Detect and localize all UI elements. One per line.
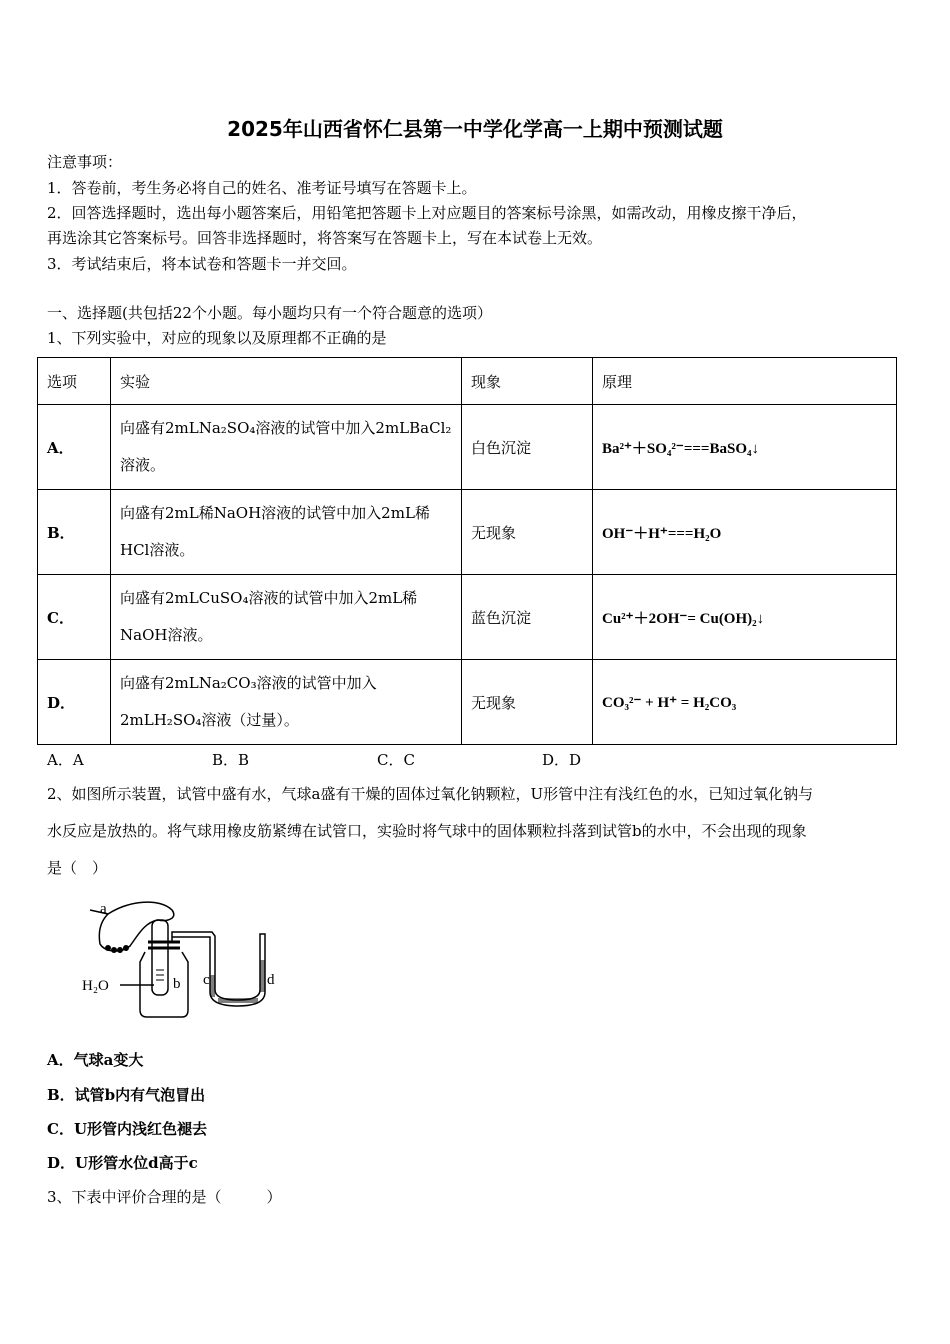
label-d: d xyxy=(267,972,275,988)
principle-cell: CO₃²⁻ + H⁺ = H₂CO₃ xyxy=(593,660,897,745)
answer-choice-c: C．C xyxy=(377,751,415,769)
principle-cell: OH⁻＋H⁺===H₂O xyxy=(593,490,897,575)
answer-choice-b: B．B xyxy=(212,751,250,769)
question-2-line: 水反应是放热的。将气球用橡皮筋紧缚在试管口，实验时将气球中的固体颗粒抖落到试管b的水中，不会出现的现象 xyxy=(47,822,807,840)
experiment-cell xyxy=(111,405,462,490)
experiment-cell xyxy=(111,490,462,575)
header-principle: 原理 xyxy=(593,358,897,405)
experiment-line: HCl溶液。 xyxy=(120,541,195,559)
u-tube xyxy=(172,932,265,1006)
header-experiment: 实验 xyxy=(111,358,462,405)
phenomenon-cell: 无现象 xyxy=(462,660,593,745)
experiment-cell xyxy=(111,660,462,745)
experiment-line: NaOH溶液。 xyxy=(120,626,213,644)
experiment-line: 向盛有2mL稀NaOH溶液的试管中加入2mL稀 xyxy=(120,504,430,522)
notice-line: 再选涂其它答案标号。回答非选择题时，将答案写在答题卡上，写在本试卷上无效。 xyxy=(47,229,603,247)
table-row xyxy=(38,575,897,660)
option-cell: B． xyxy=(38,490,111,575)
notice-line: 2．回答选择题时，选出每小题答案后，用铅笔把答题卡上对应题目的答案标号涂黑，如需改动，用橡皮擦干净后， xyxy=(47,204,807,222)
question-2-option: C．U形管内浅红色褪去 xyxy=(47,1120,208,1138)
question-2-option: D．U形管水位d高于c xyxy=(47,1154,198,1172)
answer-choice-d: D．D xyxy=(542,751,582,769)
table-row xyxy=(38,405,897,490)
notice-line: 3．考试结束后，将本试卷和答题卡一并交回。 xyxy=(47,255,357,273)
header-option: 选项 xyxy=(38,358,111,405)
table-row xyxy=(38,490,897,575)
experiment-line: 溶液。 xyxy=(120,456,166,474)
experiment-cell xyxy=(111,575,462,660)
experiment-line: 向盛有2mLNa₂SO₄溶液的试管中加入2mLBaCl₂ xyxy=(120,419,452,437)
principle-cell: Cu²⁺＋2OH⁻= Cu(OH)₂↓ xyxy=(593,575,897,660)
option-cell: C． xyxy=(38,575,111,660)
balloon-a xyxy=(99,902,174,951)
label-b: b xyxy=(173,976,181,992)
option-cell: A． xyxy=(38,405,111,490)
principle-cell: Ba²⁺＋SO₄²⁻===BaSO₄↓ xyxy=(593,405,897,490)
question-2-option: A．气球a变大 xyxy=(47,1051,144,1069)
question-1-stem: 1、下列实验中，对应的现象以及原理都不正确的是 xyxy=(47,329,387,347)
header-phenomenon: 现象 xyxy=(462,358,593,405)
phenomenon-cell: 蓝色沉淀 xyxy=(462,575,593,660)
phenomenon-cell: 白色沉淀 xyxy=(462,405,593,490)
question-2-line: 是（ ） xyxy=(47,859,108,877)
notice-line: 1．答卷前，考生务必将自己的姓名、准考证号填写在答题卡上。 xyxy=(47,179,477,197)
question-2-option: B．试管b内有气泡冒出 xyxy=(47,1086,206,1104)
question-1-table xyxy=(37,357,897,745)
section-heading: 一、选择题(共包括22个小题。每小题均只有一个符合题意的选项） xyxy=(47,304,492,322)
label-a: a xyxy=(100,901,107,917)
table-row xyxy=(38,660,897,745)
label-water: H₂O xyxy=(82,978,109,994)
table-header-row xyxy=(38,358,897,405)
experiment-line: 向盛有2mLNa₂CO₃溶液的试管中加入 xyxy=(120,674,377,692)
label-c: c xyxy=(203,972,210,988)
page-title: 2025年山西省怀仁县第一中学化学高一上期中预测试题 xyxy=(227,117,723,141)
question-2-line: 2、如图所示装置，试管中盛有水，气球a盛有干燥的固体过氧化钠颗粒，U形管中注有浅红色的水，已知过氧化钠与 xyxy=(47,785,814,803)
option-cell: D． xyxy=(38,660,111,745)
phenomenon-cell: 无现象 xyxy=(462,490,593,575)
experiment-line: 向盛有2mLCuSO₄溶液的试管中加入2mL稀 xyxy=(120,589,418,607)
question-3-stem: 3、下表中评价合理的是（ ） xyxy=(47,1188,282,1206)
answer-choice-a: A．A xyxy=(47,751,84,769)
notice-heading: 注意事项： xyxy=(47,153,123,171)
experiment-line: 2mLH₂SO₄溶液（过量）。 xyxy=(120,711,299,729)
test-tube-b xyxy=(152,920,168,995)
apparatus-figure xyxy=(60,880,300,1030)
